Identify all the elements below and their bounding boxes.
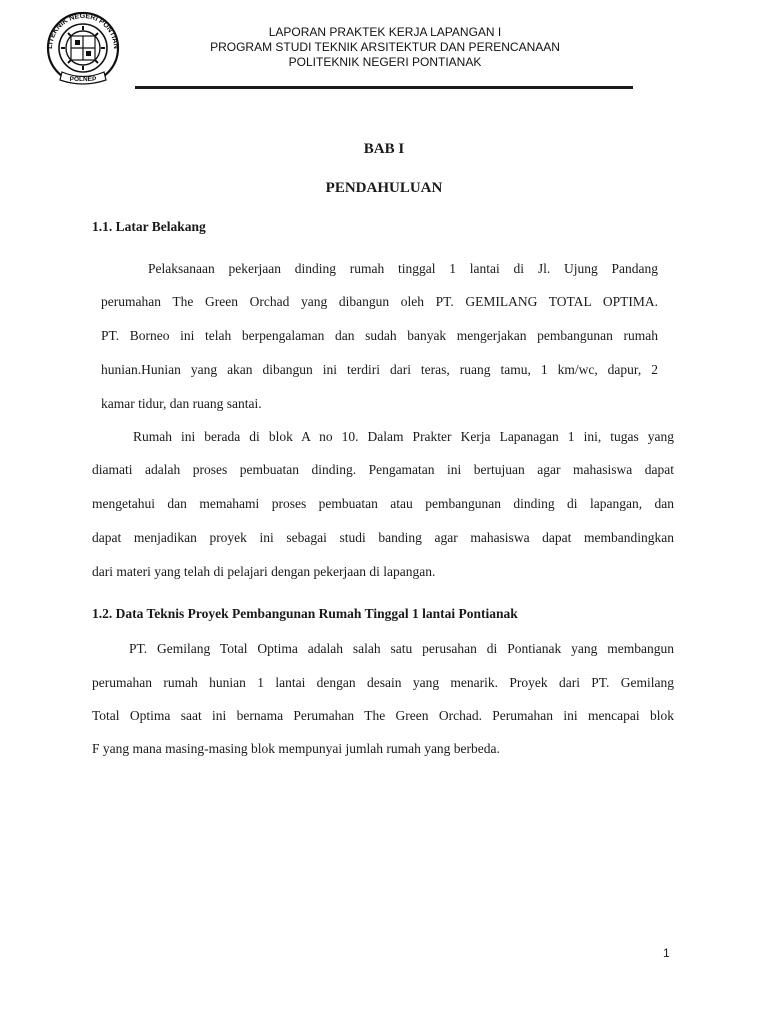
paragraph-line: kamar tidur, dan ruang santai. — [101, 396, 262, 411]
paragraph-line: mengetahui dan memahami proses pembuatan atau pembangunan dinding di lapangan, dan — [92, 496, 674, 511]
paragraph-line: perumahan The Green Orchad yang dibangun oleh PT. GEMILANG TOTAL OPTIMA. — [101, 294, 658, 309]
logo-banner-text: POLNEP — [69, 76, 97, 83]
paragraph-line: diamati adalah proses pembuatan dinding. Pengamatan ini bertujuan agar mahasiswa dapat — [92, 462, 674, 477]
paragraph-line: Pelaksanaan pekerjaan dinding rumah tinggal 1 lantai di Jl. Ujung Pandang — [148, 261, 658, 276]
header-line-1: LAPORAN PRAKTEK KERJA LAPANGAN I — [268, 25, 502, 39]
paragraph-line: Total Optima saat ini bernama Perumahan The Green Orchad. Perumahan ini mencapai blok — [92, 708, 674, 723]
chapter-title: PENDAHULUAN — [325, 180, 443, 196]
section-2-heading: 1.2. Data Teknis Proyek Pembangunan Rumah Tinggal 1 lantai Pontianak — [92, 606, 518, 621]
paragraph-line: PT. Gemilang Total Optima adalah salah satu perusahan di Pontianak yang membangun — [129, 641, 674, 656]
header-line-3: POLITEKNIK NEGERI PONTIANAK — [288, 55, 482, 69]
header-line-2: PROGRAM STUDI TEKNIK ARSITEKTUR DAN PERENCANAAN — [210, 40, 560, 54]
header-divider — [135, 86, 633, 89]
chapter-number: BAB I — [363, 141, 405, 157]
paragraph-line: hunian.Hunian yang akan dibangun ini terdiri dari teras, ruang tamu, 1 km/wc, dapur, 2 — [101, 362, 658, 377]
paragraph-line: PT. Borneo ini telah berpengalaman dan sudah banyak mengerjakan pembangunan rumah — [101, 328, 658, 343]
section-1-heading: 1.1. Latar Belakang — [92, 219, 206, 234]
paragraph-line: Rumah ini berada di blok A no 10. Dalam Prakter Kerja Lapanagan 1 ini, tugas yang — [133, 429, 674, 444]
document-header — [140, 25, 630, 70]
page-number: 1 — [663, 946, 670, 960]
logo-ring-text: LITEKNIK NEGERI PONTIAN — [44, 11, 122, 50]
paragraph-line: F yang mana masing-masing blok mempunyai jumlah rumah yang berbeda. — [92, 741, 500, 756]
paragraph-line: dapat menjadikan proyek ini sebagai studi banding agar mahasiswa dapat membandingkan — [92, 530, 674, 545]
paragraph-line: perumahan rumah hunian 1 lantai dengan desain yang menarik. Proyek dari PT. Gemilang — [92, 675, 674, 690]
polnep-logo — [40, 11, 126, 87]
paragraph-line: dari materi yang telah di pelajari dengan pekerjaan di lapangan. — [92, 564, 436, 579]
